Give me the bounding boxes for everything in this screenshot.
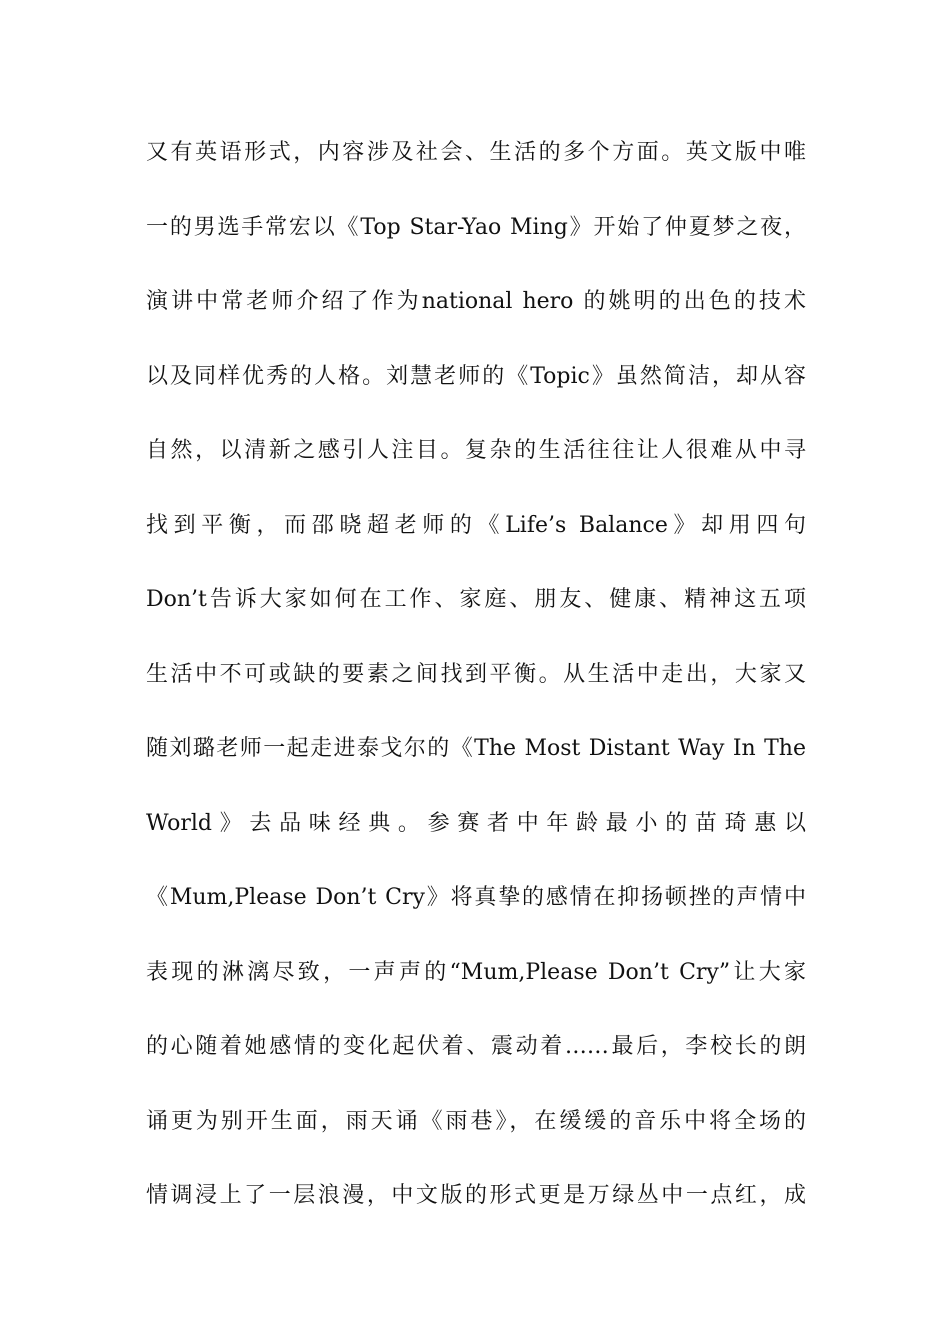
text-line: 自然，以清新之感引人注目。复杂的生活往往让人很难从中寻 bbox=[146, 438, 806, 463]
text-line: 又有英语形式，内容涉及社会、生活的多个方面。英文版中唯 bbox=[146, 140, 806, 165]
text-line: 以及同样优秀的人格。刘慧老师的《Topic》虽然简洁，却从容 bbox=[146, 363, 806, 389]
text-line: 诵更为别开生面，雨天诵《雨巷》，在缓缓的音乐中将全场的 bbox=[146, 1108, 806, 1134]
text-line: World》去品味经典。参赛者中年龄最小的苗琦惠以 bbox=[146, 810, 806, 836]
text-line: 情调浸上了一层浪漫，中文版的形式更是万绿丛中一点红，成 bbox=[146, 1183, 806, 1208]
text-line: 《Mum,Please Don’t Cry》将真挚的感情在抑扬顿挫的声情中 bbox=[146, 885, 806, 910]
body-paragraph bbox=[146, 130, 806, 1248]
text-line: 表现的淋漓尽致，一声声的“Mum,Please Don’t Cry”让大家 bbox=[146, 959, 806, 985]
text-line: 生活中不可或缺的要素之间找到平衡。从生活中走出，大家又 bbox=[146, 661, 806, 687]
text-line: 演讲中常老师介绍了作为national hero 的姚明的出色的技术 bbox=[146, 289, 806, 314]
text-line: 的心随着她感情的变化起伏着、震动着……最后，李校长的朗 bbox=[146, 1034, 806, 1059]
text-line: Don’t告诉大家如何在工作、家庭、朋友、健康、精神这五项 bbox=[146, 587, 806, 612]
text-line: 随刘璐老师一起走进泰戈尔的《The Most Distant Way In The bbox=[146, 736, 806, 761]
text-line: 找到平衡，而邵晓超老师的《Life’s Balance》却用四句 bbox=[146, 512, 806, 538]
text-line: 一的男选手常宏以《Top Star-Yao Ming》开始了仲夏梦之夜， bbox=[146, 214, 806, 240]
